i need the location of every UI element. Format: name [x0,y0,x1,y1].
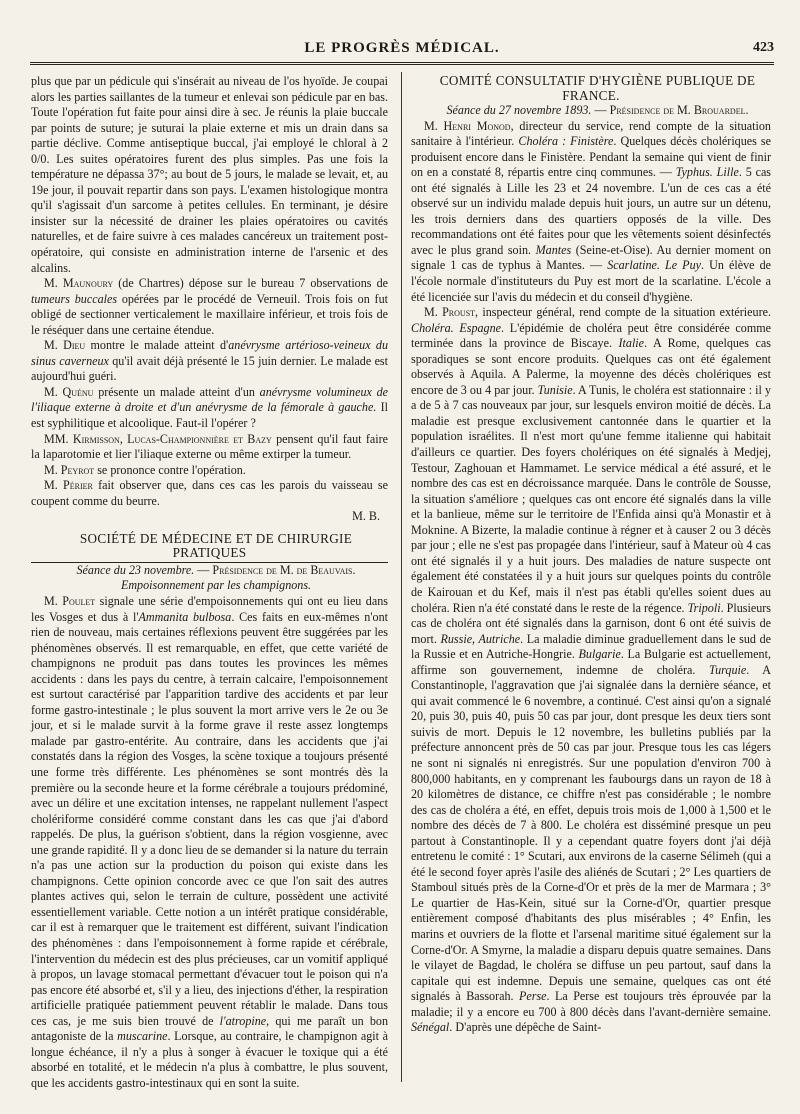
speaker-name: M. Maunoury [44,276,114,291]
italic-run: Mantes [535,242,572,257]
text-run: . A Constantinople, l'aggravation que j'ai signalée dans la dernière séance, et qui avait commencé le 6 novembre, a continué. C'est ainsi qu'on a signalé 20, puis 30, puis 40, puis 50 cas par jour, dont presque les deux tiers sont suivis de mort. Depuis le 12 novembre, les bulletins publiés par la préfecture annoncent près de 50 cas par jour. Presque tous les cas légers ne sont ni signalés ni enregistrés. Sur une population d'environ 700 à 800,000 habitants, en y comprenant les faubourgs dans un rayon de 18 à 20 kilomètres de distance, ce chiffre n'est pas considérable ; le nombre des cas de choléra a été, en effet, depuis trois mois de 1,000 à 1,500 et le nombre des décès de 7 à 800. Le choléra est disséminé presque un peu partout à Constantinople. Il y a cependant quatre foyers dont j'ai déjà entretenu le comité : 1° Scutari, aux environs de la caserne Sélimeh (qui a été le second foyer après l'asile des aliénés de Scutari ; 2° Les quartiers de Stamboul situés près de la Corne-d'Or et près de la mer de Marmara ; 3° Le quartier de Has-Kein, situé sur la Corne-d'Or, quartier presque entièrement composé d'habitants des plus misérables ; 4° Enfin, les marins et ouvriers de la flotte et l'arsenal maritime situé également sur la Corne-d'Or. A Smyrne, la maladie a disparu depuis quatre semaines. Dans le vilayet de Bagdad, le choléra se diffuse un peu partout, sauf dans la capitale qui est indemne. Depuis une semaine, quelques cas ont été signalés à Bassorah. [411,662,771,1004]
text-run: . La Perse est toujours très éprouvée par la maladie; il y a encore eu 700 à 800 décès dans l'avant-dernière semaine. [411,989,772,1019]
paragraph [31,463,388,479]
column-divider [401,72,402,1082]
italic-run: Choléra. Espagne [411,320,502,335]
text-run: . 5 cas ont été signalés à Lille les 23 et 24 novembre. L'un de ces cas a été observé sur un individu malade depuis huit jours, un autre sur un détenu, les trois derniers dans des quartiers opposés de la ville. Des recommandations ont été faites pour que les vêtements soient désinfectés avec le plus grand soin. [411,165,772,257]
text-run: fait observer que, dans ces cas les parois du vaisseau se coupent comme du beurre. [31,478,388,508]
header-rule [30,62,774,65]
text-run: présente un malade atteint d'un [93,384,260,399]
speaker-name: M. Périer [44,478,93,493]
italic-run: Tunisie [537,382,573,397]
text-run: . A Rome, quelques cas sporadiques se sont encore produits. Quelques cas ont été également observés à Aquila. A Palerme, la moyenne des décès cholériques est encore de 3 ou 4 par jour. [411,336,771,397]
text-run: . Un élève de l'école normale d'instituteurs du Puy est mort de la scarlatine. L'école a été licenciée sur l'avis du médecin et du conseil d'hygiène. [411,258,771,304]
section-subheading: Empoisonnement par les champignons. [120,578,312,593]
paragraph [31,338,388,385]
speaker-name: M. Dieu [44,338,86,353]
text-run: . A Tunis, le choléra est stationnaire : il y a de 5 à 7 cas nouveaux par jour, sur lesquels environ moitié de décès. La maladie est presque exclusivement cantonnée dans le quartier et la population israélites. Il n'est mort qu'une femme italienne qui habitait d'ailleurs ce quartier. Des foyers cholériques on été signalés à Medjej, Testour, Zaghouan et Hammamet. Le service médical a été assuré, et le nombre des cas est en décroissance marquée. Dans le contrôle de Sousse, la situation s'améliore ; quelques cas ont encore été signalés dans la ville et la banlieue, même sur le territoire de l'Enfida ainsi qu'à Monastir et à Moknine. A Bizerte, la maladie continue à régner et à causer 2 ou 3 décès par jour ; elle ne s'est pas propagée dans l'intérieur, sauf à Mateur où 4 cas ont été signalés il y a huit jours. Des maladies de nature suspecte ont également été constatées il y a huit jours sur quelques points du contrôle de Kairouan et du Kef, mais il n'est pas établi qu'elles soient dues au choléra. Rien n'a été constaté dans le reste de la régence. [411,382,771,615]
page-number: 423 [753,40,774,55]
text-run: (Seine-et-Oise). Au dernier moment on signale 1 cas de typhus à Mantes. — [411,242,771,273]
text-run: opérées par le procédé de Verneuil. Trois fois on fut obligé de sectionner verticalement le maxillaire inférieur, et trois fois de le réséquer dans une certaine étendue. [31,291,388,337]
text-run: . Quelques décès cholériques se produisent encore dans le Finistère. Pendant la semaine qui vient de finir on en a constaté 8, répartis entre cinq communes. — [411,134,771,180]
speaker-names: MM. Kirmisson, Lucas-Championnière et Bazy [44,431,272,446]
text-run: . L'épidémie de choléra peut être considérée comme terminée dans la province de Biscaye. [411,320,772,351]
text-run: . D'après une dépêche de Saint- [449,1020,602,1035]
speaker-name: M. Poulet [44,593,96,608]
text-run: Il est syphilitique et alcoolique. Faut-il l'opérer ? [31,400,388,431]
text-run: . La maladie diminue graduellement dans le sud de la Russie et en Autriche-Hongrie. [411,631,771,662]
text-run: , directeur du service, rend compte de la situation sanitaire à l'intérieur. [411,118,771,149]
italic-run: anévrysme artérioso-veineux du sinus caverneux [31,338,388,368]
section-heading: SOCIÉTÉ DE MÉDECINE ET DE CHIRURGIE PRATIQUES [31,532,388,563]
italic-run: muscarine [117,1029,168,1044]
speaker-name: M. Quénu [44,384,94,399]
text-run: qu'il avait déjà présenté le 15 juin dernier. Le malade est aujourd'hui guéri. [31,353,389,384]
italic-run: Tripoli [687,600,721,615]
italic-run: Italie [618,336,645,351]
text-run: . Plusieurs cas de choléra ont été signalés dans la garnison, dont 6 ont été suivis de mort. [411,600,771,646]
signature [31,509,388,525]
section-heading: COMITÉ CONSULTATIF D'HYGIÈNE PUBLIQUE DE FRANCE. [439,73,756,103]
speaker-name: M. Peyrot [44,462,95,477]
paragraph [31,276,388,338]
paragraph [31,478,388,509]
text-run: . Ces faits en eux-mêmes n'ont rien de nouveau, mais certaines réflexions peuvent être suggérées par les phénomènes observés. Il est remarquable, en effet, que cette variété de champignons ne produit pas dans toutes les provinces les mêmes accidents : dans les pays du centre, à terrain calcaire, l'empoisonnement est surtout caractérisé par l'apparition tardive des accidents et par leur forme gastro-intestinale ; le plus souvent la mort arrive vers le 2e ou 3e jour, et si le malade survit à la forme grave il reste assez longtemps malade par gastro-entérite. Au contraire, dans les accidents que j'ai constatés dans la région des Vosges, la scène toxique a toujours présenté une forme très différente. Les phénomènes se sont montrés dès la première ou la seconde heure et la forme cérébrale a toujours prédominé, avec un délire et une excitation intenses, ne rappelant nullement l'aspect cholériforme considéré comme constant dans les cas que j'ai d'abord rappelés. De plus, la guérison s'obtient, dans la région vosgienne, avec une grande rapidité. Il y a donc lieu de se demander si la nature du terrain n'a pas une action sur la production du poison qui existe dans les champignons. Cette opinion concorde avec ce que l'on sait des autres plantes actives qui, selon le terrain de culture, possèdent une activité essentiellement variable. Cette notion a un intérêt pratique considérable, car il est à remarquer que le traitement est différent, suivant l'indication des phénomènes : dans l'empoisonnement à forme rapide et cérébrale, l'intervention du médecin est des plus précieuses, car un vomitif appliqué à propos, un lavage stomacal permettant d'évacuer tout le poison qui n'a pas encore été absorbé et, s'il y a lieu, des injections d'éther, la respiration artificielle pratiquée patiemment peuvent rétablir le malade. Dans tous ces cas, je me suis bien trouvé de [31,609,388,1028]
speaker-name: M. Proust [424,305,476,320]
session-president: — Présidence de M. de Beauvais. [194,562,356,577]
journal-title: LE PROGRÈS MÉDICAL. [304,40,500,56]
paragraph: plus que par un pédicule qui s'insérait au niveau de l'os hyoïde. Je coupai alors les parties saillantes de la tumeur et enlevai son pédicule par en bas. Toute l'opération fut faite pour ainsi dire à sec. Je réunis la plaie buccale par points de suture; je suturai la plaie externe et mis un drain dans sa partie déclive. Comme antiseptique buccal, j'ai employé le chloral à 2 0/0. Les suites opératoires furent des plus simples. Pas une fois la température ne dépassa 37°; au bout de 5 jours, le malade se levait, et, au 19e jour, il pouvait repartir dans son pays. L'examen histologique montra qu'il s'agissait d'un sarcome à petites cellules. En terminant, je désire insister sur la nécessité de drainer les plaies opératoires ou cavités naturelles, et de faire suivre à ces malades cancéreux un traitement post-opératoire, qui consiste en administration interne de l'arsenic et des alcalins. [31,74,388,275]
paragraph [31,385,388,432]
paragraph [31,594,388,1092]
session-president: — Présidence de M. Brouardel. [591,103,749,117]
italic-run: tumeurs buccales [31,291,118,306]
italic-run: Bulgarie [578,647,621,662]
italic-run: Sénégal [411,1020,450,1035]
text-run: montre le malade atteint d' [85,338,229,353]
left-column [31,74,388,1091]
paragraph [411,305,771,1036]
italic-run: Ammanita bulbosa [138,609,232,624]
signature-initials: M. B. [352,509,380,524]
italic-run: Perse [519,989,547,1004]
session-date: Séance du 23 novembre. [76,562,195,577]
paragraph [411,119,771,306]
text-run: pensent qu'il faut faire la laparotomie et lier l'iliaque externe ou même extirper la tumeur. [31,431,388,462]
italic-run: Turquie [709,662,747,677]
italic-run: Scarlatine. Le Puy [607,258,701,273]
right-column [411,74,771,1036]
italic-run: Typhus. Lille [675,165,739,180]
session-date: Séance du 27 novembre 1893. [446,103,592,117]
italic-run: l'atropine [219,1013,267,1028]
text-run: . Lorsque, au contraire, le champignon agit à longue échéance, il n'y a plus à songer à évacuer le toxique qui a été absorbé en totalité, et le médecin n'a plus à combattre, le plus souvent, que les accidents gastro-intestinaux qui en sont la suite. [31,1029,388,1090]
italic-run: anévrysme volumineux de l'iliaque externe à droite et d'un anévrysme de la fémorale à gauche. [31,384,388,415]
text-run: signale une série d'empoisonnements qui ont eu lieu dans les Vosges et dus à l' [31,593,388,624]
italic-run: Choléra : Finistère [518,134,614,149]
page-header [30,36,774,64]
speaker-name: M. Henri Monod [424,118,511,133]
paragraph [31,432,388,463]
session-line [31,563,388,579]
text-run: , qui me paraît un bon antagoniste de la [31,1013,388,1044]
italic-run: Russie, Autriche [440,631,521,646]
session-line [411,103,771,119]
text-run: (de Chartres) dépose sur le bureau 7 observations de [113,276,388,291]
text-run: . La Bulgarie est actuellement, affirme son gouvernement, indemne de choléra. [411,647,771,677]
text-run: se prononce contre l'opération. [94,462,246,477]
text-run: , inspecteur général, rend compte de la situation extérieure. [475,305,771,320]
